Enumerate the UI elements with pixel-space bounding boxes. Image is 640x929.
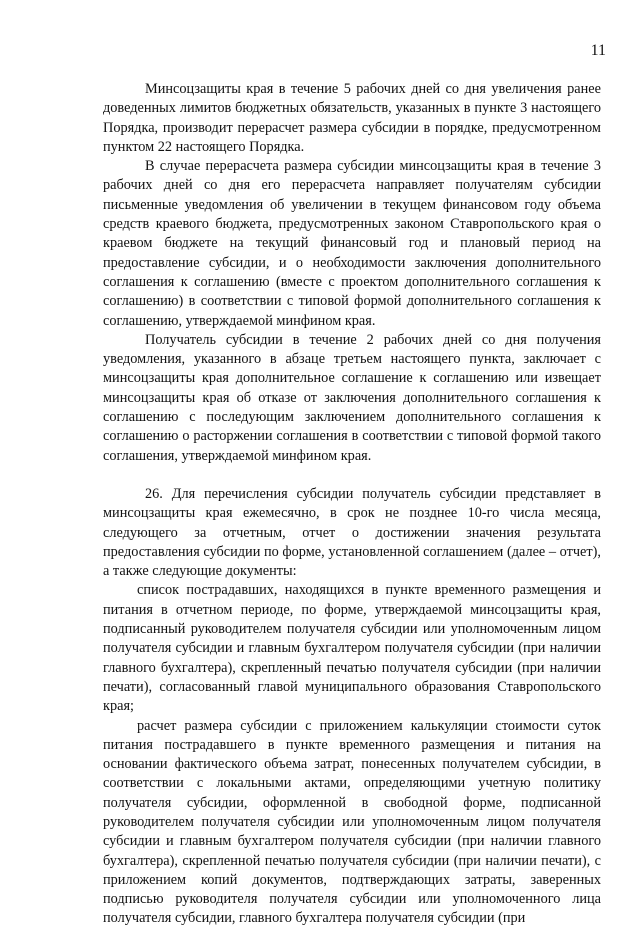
paragraph-item-26: 26. Для перечисления субсидии получатель субсидии представляет в минсоцзащиты края ежемесячно, в срок не позднее 10-го числа месяца, следующего за отчетным, отчет о достижении значения результата предоставления субсидии по форме, установленной соглашением (далее – отчет), а также следующие документы:: [103, 485, 601, 580]
page-number: 11: [590, 42, 606, 59]
paragraph-limit-increase: Минсоцзащиты края в течение 5 рабочих дней со дня увеличения ранее доведенных лимитов бюджетных обязательств, указанных в пункте 3 настоящего Порядка, производит перерасчет размера субсидии в порядке, предусмотренном пунктом 22 настоящего Порядка.: [103, 81, 601, 155]
list-item-victims-list: список пострадавших, находящихся в пункте временного размещения и питания в отчетном периоде, по форме, утверждаемой минсоцзащиты края, подписанный руководителем получателя субсидии или уполномоченным лицом получателя субсидии и главным бухгалтером получателя субсидии (при наличии главного бухгалтера), скрепленный печатью получателя субсидии (при наличии печати), согласованный главой муниципального образования Ставропольского края;: [103, 582, 601, 715]
paragraph-recalculation-notice: В случае перерасчета размера субсидии минсоцзащиты края в течение 3 рабочих дней со дня его перерасчета направляет получателям субсидии письменные уведомления об увеличении в текущем финансовом году объема средств краевого бюджета, предусмотренных законом Ставропольского края о краевом бюджете на текущий финансовый год и плановый период на предоставление субсидии, и о необходимости заключения дополнительного соглашения к соглашению (вместе с проектом дополнительного соглашения к соглашению) в соответствии с типовой формой дополнительного соглашения к соглашению, утверждаемой минфином края.: [103, 158, 601, 329]
document-body: [103, 80, 601, 929]
paragraph-additional-agreement: Получатель субсидии в течение 2 рабочих дней со дня получения уведомления, указанного в абзаце третьем настоящего пункта, заключает с минсоцзащиты края дополнительное соглашение к соглашению или извещает минсоцзащиты края об отказе от заключения дополнительного соглашения к соглашению с последующим заключением дополнительного соглашения к соглашению о расторжении соглашения в соответствии с типовой формой такого соглашения, утверждаемой минфином края.: [103, 331, 601, 464]
list-item-subsidy-calculation: расчет размера субсидии с приложением калькуляции стоимости суток питания пострадавшего в пункте временного размещения и питания на основании фактического объема затрат, понесенных получателем субсидии, в соответствии с локальными актами, определяющими учетную политику получателя субсидии, оформленной в свободной форме, подписанной руководителем получателя субсидии или уполномоченным лицом получателя субсидии и главным бухгалтером получателя субсидии (при наличии главного бухгалтера), скрепленной печатью получателя субсидии (при наличии печати), с приложением копий документов, подтверждающих затраты, заверенных подписью руководителя получателя субсидии или уполномоченного лица получателя субсидии, главного бухгалтера получателя субсидии (при: [103, 717, 601, 927]
